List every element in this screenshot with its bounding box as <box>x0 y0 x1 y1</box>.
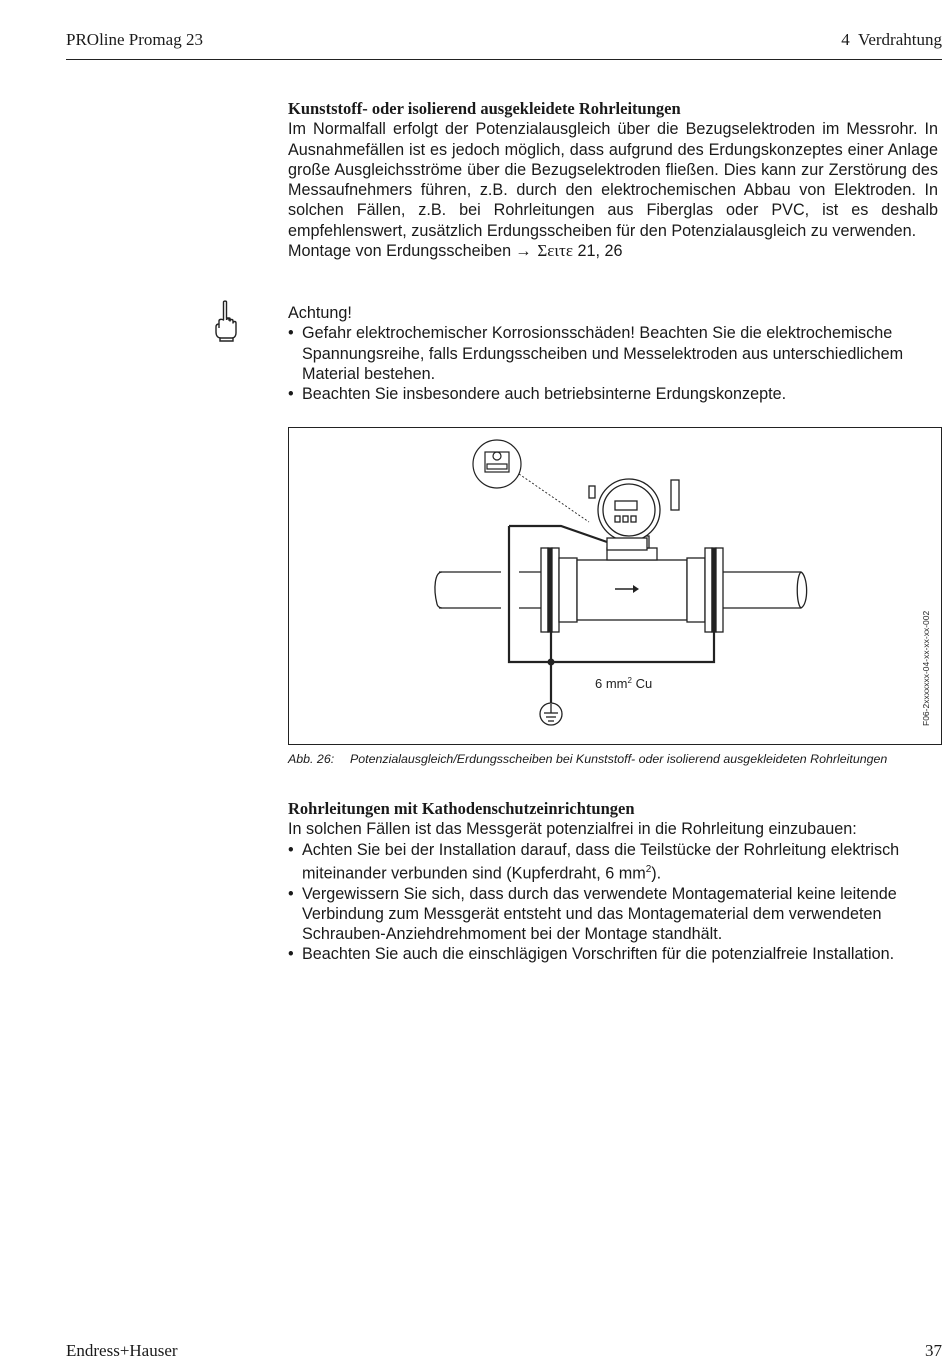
right-flange <box>687 548 723 632</box>
section-cathodic-protection <box>288 799 942 965</box>
warning-title: Achtung! <box>288 304 352 322</box>
cable-label: 6 $mm^2$ Cu <box>595 676 653 691</box>
page-ref-pages: 21, 26 <box>577 242 623 261</box>
wire-junction <box>548 659 555 666</box>
left-pipe <box>435 572 542 608</box>
section-body: Im Normalfall erfolgt der Potenzialausgleich über die Bezugselektroden im Messrohr. In Ausnahmefällen ist es jedoch möglich, dass aufgrund des Erdungskonzeptes einer Anlage große Ausgleichsströme über die Bezugselektroden fließen. Dies kann zur Zerstörung des Messaufnehmers führen, z.B. durch den elektrochemischen Abbau von Elektroden. In solchen Fällen, z.B. bei Rohrleitungen aus Fiberglas oder PVC, ist es deshalb empfehlenswert, zusätzlich Erdungsscheiben für den Potenzialausgleich zu verwenden. <box>288 120 938 240</box>
montage-reference <box>288 241 942 261</box>
list-item: • Achten Sie bei der Installation darauf, dass die Teilstücke der Rohrleitung elektrisch miteinander verbunden sind (Kupferdraht, 6 $mm^2$). <box>288 840 942 884</box>
caption-text: Potenzialausgleich/Erdungsscheiben bei Kunststoff- oder isolierend ausgekleideten Rohrleitungen <box>350 752 888 766</box>
section-heading: Kunststoff- oder isolierend ausgekleidete Rohrleitungen <box>288 99 681 118</box>
header-divider <box>66 59 942 60</box>
figure-caption <box>288 752 887 766</box>
page-ref-word: Σειτε <box>537 241 573 261</box>
figure-frame <box>288 427 942 745</box>
warning-list <box>288 323 942 404</box>
section-plastic-pipes <box>288 99 942 261</box>
montage-label: Montage von Erdungsscheiben <box>288 242 512 261</box>
header-chapter-title: 4 Verdrahtung <box>841 30 942 49</box>
pointing-hand-icon <box>213 300 239 342</box>
list-item: • Vergewissern Sie sich, dass durch das verwendete Montagematerial keine leitende Verbindung zum Messgerät entsteht und das Montagematerial dem verwendeten Schrauben-Anziehdrehmoment bei der Montage standhält. <box>288 884 942 945</box>
page-number: 37 <box>925 1341 942 1360</box>
caption-number: Abb. 26: <box>288 752 335 766</box>
left-flange <box>541 548 577 632</box>
ground-disc-detail <box>473 440 589 522</box>
footer-brand: Endress+Hauser <box>66 1341 178 1360</box>
warning-block <box>288 303 942 404</box>
arrow-right-icon: → <box>515 242 532 261</box>
list-item: • Beachten Sie insbesondere auch betriebsinterne Erdungskonzepte. <box>288 384 942 404</box>
header-product-title: PROline Promag 23 <box>66 30 203 49</box>
figure-code: F06-2xxxxxxx-04-xx-xx-xx-002 <box>921 610 931 726</box>
section-intro: In solchen Fällen ist das Messgerät potenzialfrei in die Rohrleitung einzubauen: <box>288 820 857 839</box>
grounding-diagram <box>289 428 941 744</box>
earth-ground-icon <box>540 703 562 725</box>
list-item: • Beachten Sie auch die einschlägigen Vorschriften für die potenzialfreie Installation. <box>288 944 942 964</box>
requirements-list <box>288 840 942 965</box>
section-heading: Rohrleitungen mit Kathodenschutzeinrichtungen <box>288 799 635 818</box>
list-item: • Gefahr elektrochemischer Korrosionsschäden! Beachten Sie die elektrochemische Spannungsreihe, falls Erdungsscheiben und Messelektroden aus unterschiedlichem Material bestehen. <box>288 323 942 384</box>
